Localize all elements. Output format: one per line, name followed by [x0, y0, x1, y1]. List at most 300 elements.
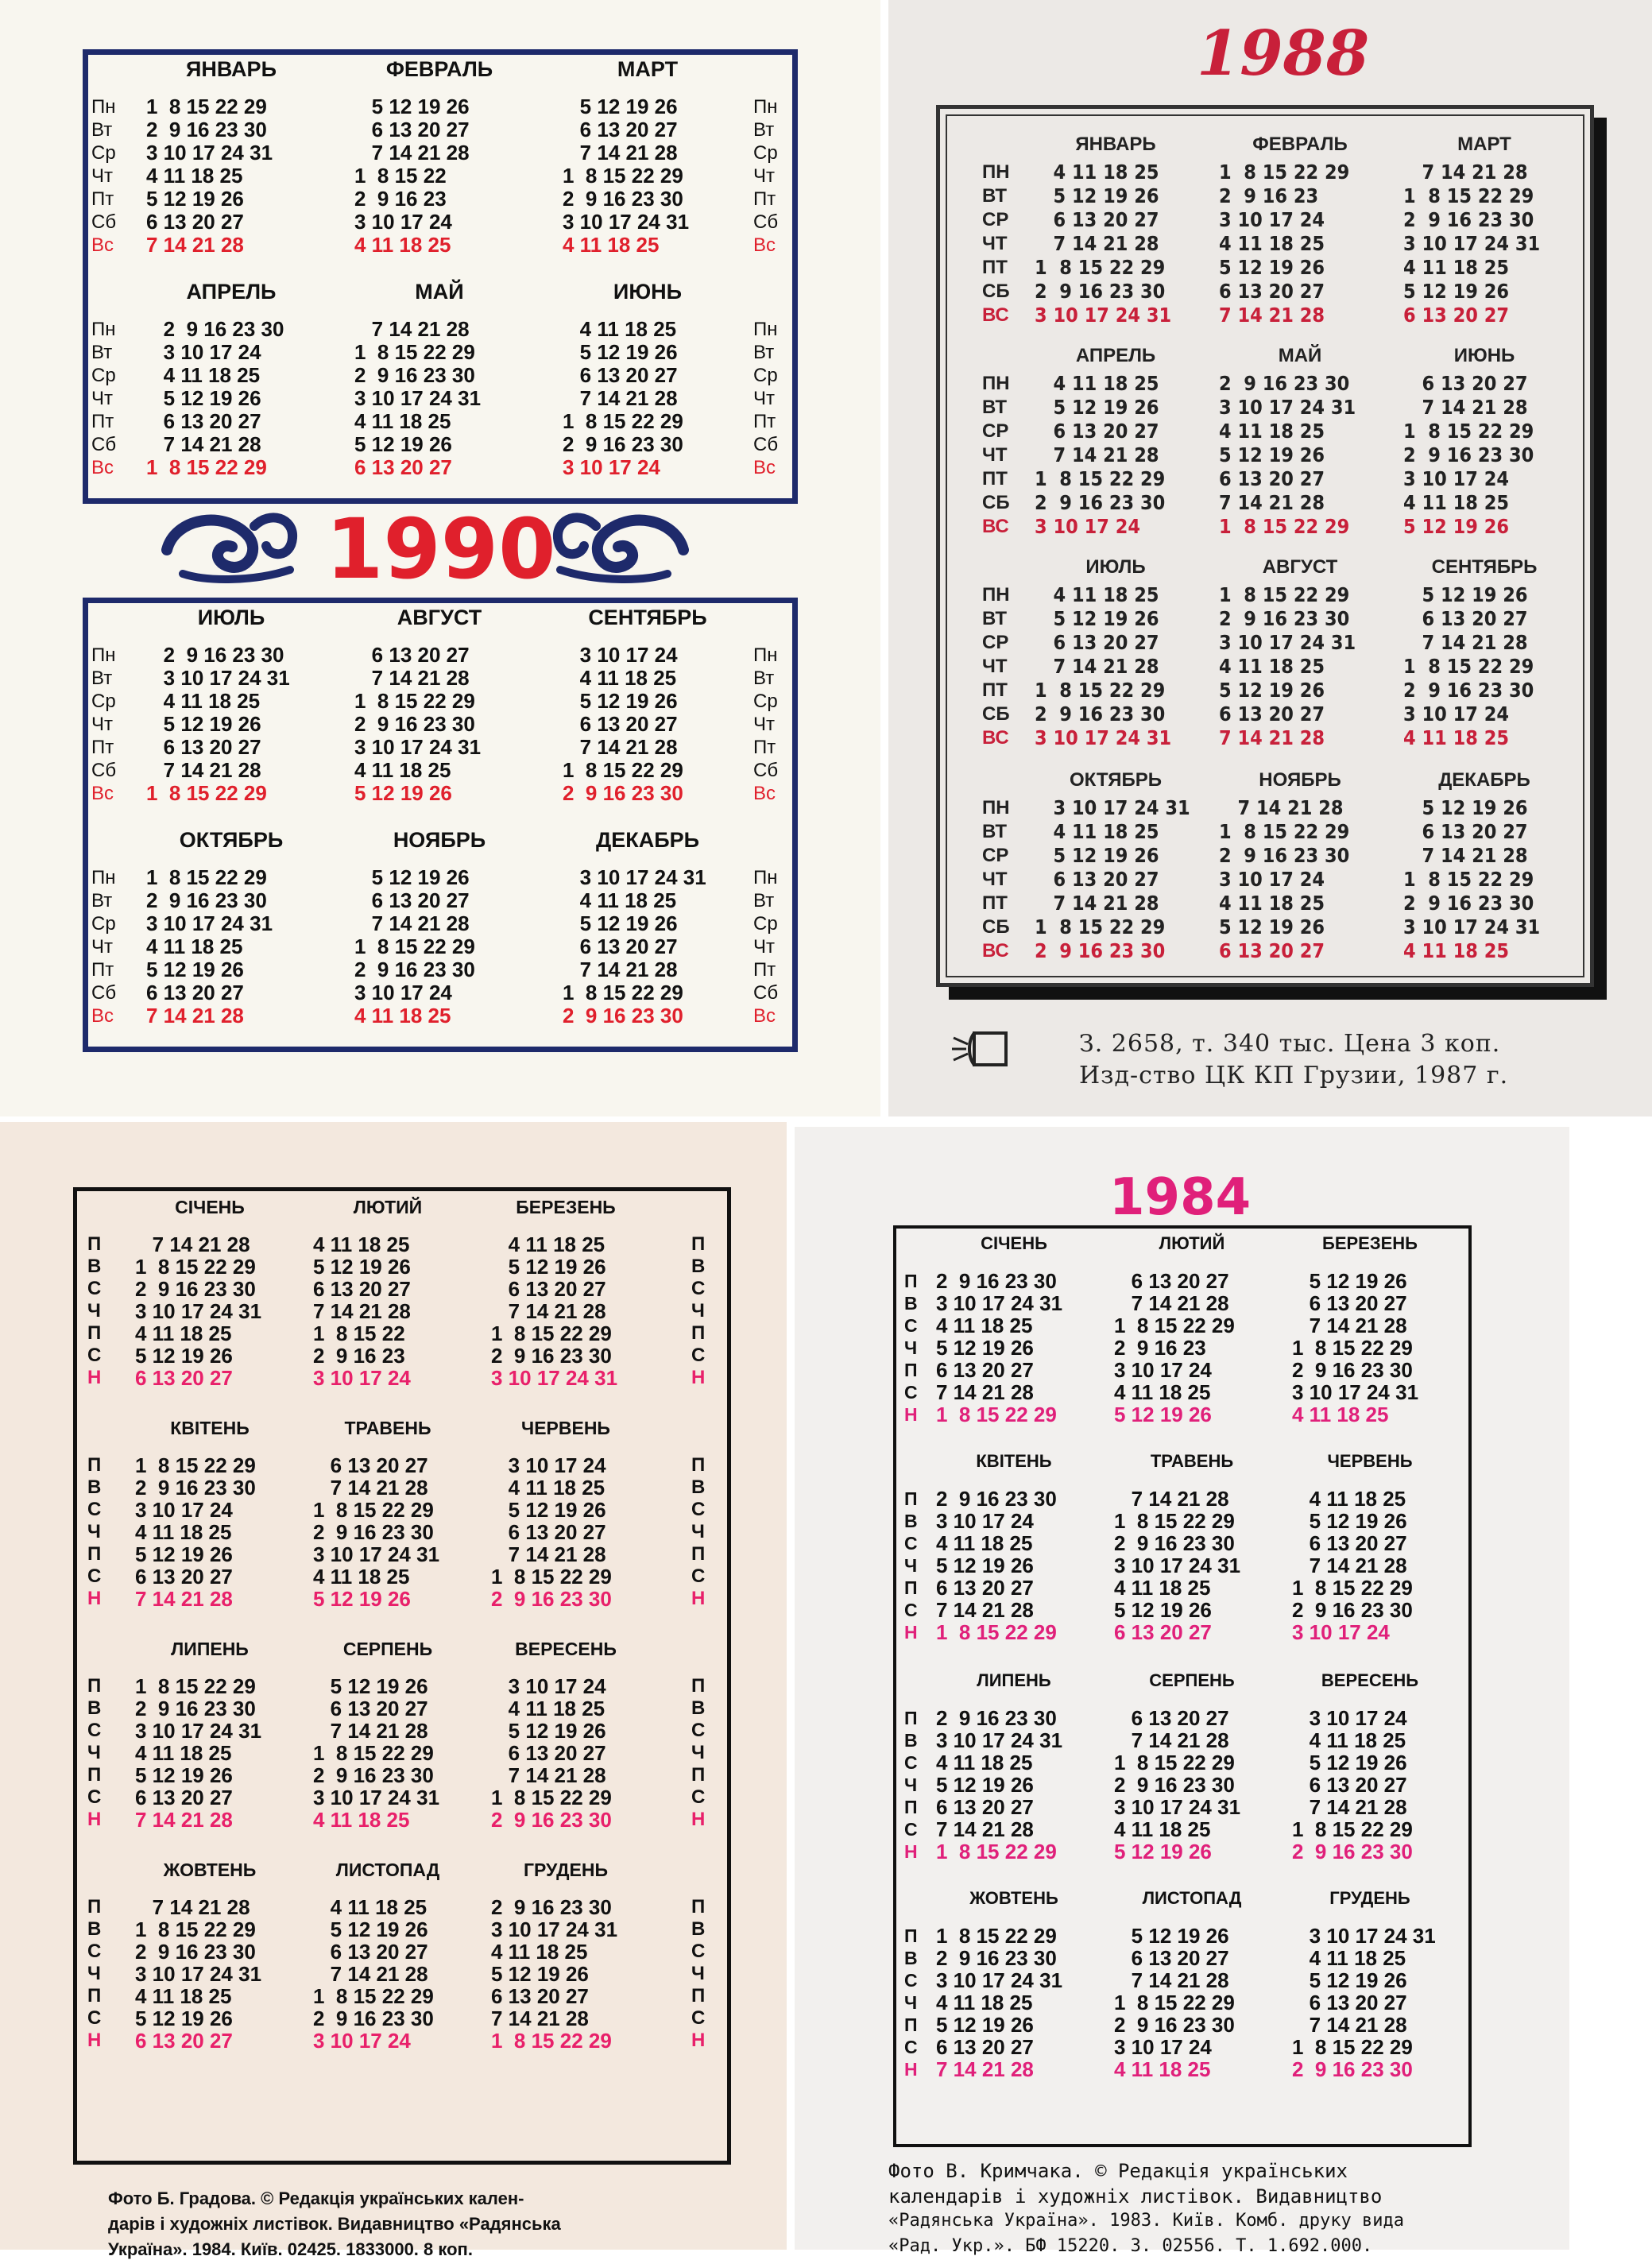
- week-row: 7 14 21 28: [1114, 1291, 1229, 1315]
- week-row: 3 10 17 24 31: [354, 386, 482, 410]
- week-row: 7 14 21 28: [146, 233, 244, 257]
- week-row: 1 8 15 22 29: [1035, 679, 1166, 702]
- weekday-label: С: [691, 1786, 706, 1808]
- week-row: 1 8 15 22 29: [1403, 655, 1534, 678]
- weekday-label: П: [904, 1271, 918, 1291]
- weekday-label: В: [87, 1256, 102, 1277]
- week-row: 5 12 19 26: [1035, 184, 1159, 207]
- week-row: 7 14 21 28: [354, 911, 470, 935]
- weekday-label: В: [904, 1511, 918, 1531]
- week-row: 1 8 15 22: [313, 1322, 405, 1345]
- month-title: СЕРПЕНЬ: [1149, 1670, 1235, 1690]
- weekday-label: Н: [87, 1809, 102, 1830]
- weekday-label: Ср: [753, 913, 778, 935]
- week-row: 2 9 16 23 30: [146, 118, 267, 141]
- week-row: 6 13 20 27: [354, 455, 452, 479]
- month-days: [1219, 372, 1356, 539]
- week-row: 3 10 17 24: [1035, 515, 1141, 538]
- week-row: 5 12 19 26: [313, 1674, 428, 1698]
- weekday-label: Чт: [753, 714, 775, 735]
- weekday-label: Сб: [753, 982, 779, 1004]
- week-row: 7 14 21 28: [354, 141, 470, 164]
- month-title: ЧЕРВЕНЬ: [521, 1418, 610, 1438]
- weekday-label: С: [691, 1499, 706, 1520]
- week-row: 4 11 18 25: [563, 666, 677, 690]
- week-row: 4 11 18 25: [146, 363, 261, 387]
- weekday-label: Ср: [753, 142, 778, 164]
- weekday-label: Вс: [91, 783, 114, 804]
- week-row: 1 8 15 22 29: [936, 1403, 1057, 1426]
- weekday-label: Ср: [91, 913, 116, 935]
- weekday-label: Вт: [91, 342, 113, 363]
- month-title: ОКТЯБРЬ: [1069, 769, 1162, 791]
- week-row: 5 12 19 26: [1114, 1598, 1212, 1622]
- weekday-label: СБ: [982, 703, 1010, 725]
- week-row: 1 8 15 22 29: [1219, 820, 1350, 843]
- weekday-labels: [982, 796, 1010, 963]
- month-title: ИЮЛЬ: [197, 606, 265, 629]
- weekday-label: Ср: [753, 365, 778, 386]
- weekday-label: П: [87, 1233, 102, 1255]
- week-row: 6 13 20 27: [1219, 939, 1325, 962]
- week-row: 7 14 21 28: [1403, 844, 1528, 867]
- weekday-label: Пт: [753, 411, 776, 432]
- week-row: 4 11 18 25: [1219, 232, 1325, 255]
- weekday-label: Вт: [91, 668, 113, 689]
- week-row: 4 11 18 25: [313, 1808, 410, 1832]
- week-row: 5 12 19 26: [936, 1336, 1034, 1360]
- weekday-label: СБ: [982, 916, 1010, 938]
- week-row: 1 8 15 22 29: [1403, 420, 1534, 443]
- weekday-label: Вс: [91, 457, 114, 478]
- month-days: [491, 1896, 617, 2052]
- week-row: 4 11 18 25: [1403, 256, 1510, 279]
- weekday-label: П: [691, 1985, 706, 2007]
- month-days: [313, 1675, 439, 1831]
- month-days: [1219, 161, 1349, 327]
- week-row: 4 11 18 25: [491, 1697, 605, 1720]
- week-row: 5 12 19 26: [135, 1763, 233, 1787]
- week-row: 4 11 18 25: [146, 689, 261, 713]
- weekday-label: ВТ: [982, 397, 1008, 418]
- week-row: 5 12 19 26: [1403, 796, 1528, 819]
- month-days: [563, 644, 683, 805]
- week-row: 5 12 19 26: [1219, 915, 1325, 938]
- week-row: 5 12 19 26: [1403, 280, 1510, 303]
- week-row: 2 9 16 23 30: [1219, 607, 1350, 630]
- week-row: 1 8 15 22 29: [1114, 1991, 1235, 2014]
- week-row: 5 12 19 26: [1114, 1924, 1229, 1948]
- week-row: 5 12 19 26: [354, 865, 470, 889]
- weekday-label: Сб: [91, 434, 117, 455]
- weekday-label: Н: [691, 2030, 706, 2051]
- week-row: 2 9 16 23 30: [1114, 1531, 1235, 1555]
- week-row: 4 11 18 25: [563, 888, 677, 912]
- week-row: 1 8 15 22 29: [146, 95, 267, 118]
- weekday-label: ВС: [982, 727, 1009, 749]
- weekday-label: Пн: [91, 867, 116, 888]
- week-row: 5 12 19 26: [1219, 679, 1325, 702]
- week-row: 2 9 16 23 30: [1403, 679, 1534, 702]
- month-days: [491, 1675, 612, 1831]
- week-row: 2 9 16 23 30: [563, 781, 683, 805]
- week-row: 7 14 21 28: [354, 317, 470, 341]
- week-row: 7 14 21 28: [1219, 304, 1325, 327]
- weekday-label: С: [691, 1345, 706, 1366]
- week-row: 2 9 16 23 30: [1292, 1358, 1413, 1382]
- week-row: 2 9 16 23 30: [1035, 491, 1166, 514]
- week-row: 2 9 16 23 30: [354, 958, 475, 981]
- weekday-label: ПН: [982, 584, 1010, 606]
- imprint-uk-left-line1: Фото Б. Градова. © Редакція українських кален-: [108, 2188, 524, 2208]
- weekday-label: ПН: [982, 373, 1010, 394]
- week-row: 4 11 18 25: [491, 1476, 605, 1500]
- week-row: 1 8 15 22 29: [491, 1565, 612, 1589]
- weekday-label: С: [904, 2037, 918, 2057]
- weekday-label: СР: [982, 420, 1009, 442]
- weekday-label: Вт: [91, 119, 113, 141]
- imprint-uk-left-line3: Україна». 1984. Київ. 02425. 1833000. 8 коп.: [108, 2239, 473, 2259]
- weekday-label: Вс: [753, 783, 776, 804]
- week-row: 7 14 21 28: [1403, 396, 1528, 419]
- weekday-label: П: [904, 1925, 918, 1946]
- month-title: СЕНТЯБРЬ: [1431, 556, 1538, 578]
- month-days: [1219, 796, 1349, 963]
- weekday-label: СБ: [982, 492, 1010, 513]
- week-row: 3 10 17 24 31: [936, 1728, 1063, 1752]
- calendar-card-ukrainian-1985: [0, 1122, 787, 2259]
- week-row: 3 10 17 24 31: [146, 141, 273, 164]
- weekday-label: ПН: [982, 161, 1010, 183]
- weekday-labels: [904, 1488, 918, 1643]
- weekday-label: ВС: [982, 304, 1009, 326]
- weekday-label: В: [691, 1476, 706, 1498]
- week-row: 5 12 19 26: [1114, 1403, 1212, 1426]
- week-row: 7 14 21 28: [563, 958, 678, 981]
- month-days: [936, 1707, 1062, 1863]
- week-row: 2 9 16 23 30: [563, 1004, 683, 1027]
- weekday-label: Ч: [691, 1742, 705, 1763]
- week-row: 1 8 15 22 29: [491, 1322, 612, 1345]
- weekday-label: В: [691, 1918, 706, 1940]
- week-row: 2 9 16 23 30: [1292, 2057, 1413, 2081]
- week-row: 2 9 16 23 30: [354, 363, 475, 387]
- week-row: 6 13 20 27: [563, 712, 678, 736]
- month-days: [1035, 583, 1171, 750]
- week-row: 4 11 18 25: [135, 1322, 232, 1345]
- weekday-labels: [87, 1454, 101, 1610]
- week-row: 2 9 16 23 30: [313, 1763, 434, 1787]
- week-row: 3 10 17 24 31: [1114, 1795, 1241, 1819]
- week-row: 2 9 16 23 30: [491, 1895, 612, 1919]
- week-row: 1 8 15 22 29: [354, 689, 475, 713]
- week-row: 7 14 21 28: [563, 386, 678, 410]
- weekday-label: С: [87, 2007, 102, 2029]
- week-row: 6 13 20 27: [1292, 1531, 1407, 1555]
- month-days: [135, 1675, 261, 1831]
- month-title: МАРТ: [1457, 134, 1511, 155]
- week-row: 6 13 20 27: [1035, 420, 1159, 443]
- weekday-labels: [904, 1270, 918, 1426]
- week-row: 3 10 17 24: [313, 2029, 411, 2053]
- weekday-label: С: [87, 1345, 102, 1366]
- month-title: ВЕРЕСЕНЬ: [1321, 1670, 1419, 1690]
- week-row: 4 11 18 25: [936, 1751, 1033, 1774]
- week-row: 4 11 18 25: [491, 1233, 605, 1256]
- weekday-label: П: [691, 1233, 706, 1255]
- month-days: [1292, 1925, 1436, 2080]
- week-row: 3 10 17 24 31: [146, 666, 290, 690]
- weekday-label: Ср: [91, 691, 116, 712]
- week-row: 5 12 19 26: [1219, 256, 1325, 279]
- weekday-label: Ч: [691, 1963, 705, 1984]
- month-title: ДЕКАБРЬ: [1438, 769, 1530, 791]
- week-row: 1 8 15 22 29: [146, 455, 267, 479]
- week-row: 1 8 15 22 29: [1035, 256, 1166, 279]
- week-row: 3 10 17 24: [563, 643, 678, 667]
- weekday-label: Сб: [91, 760, 117, 781]
- weekday-label: В: [87, 1476, 102, 1498]
- weekday-label: Пт: [753, 959, 776, 981]
- week-row: 1 8 15 22 29: [563, 409, 683, 433]
- week-row: 3 10 17 24: [135, 1498, 233, 1522]
- month-title: ЛИСТОПАД: [335, 1859, 440, 1880]
- weekday-label: Н: [904, 1841, 918, 1862]
- week-row: 3 10 17 24: [313, 1366, 411, 1390]
- month-days: [1114, 1270, 1235, 1426]
- week-row: 6 13 20 27: [563, 118, 678, 141]
- weekday-label: С: [87, 1565, 102, 1587]
- weekday-labels: [753, 866, 778, 1027]
- weekday-label: Пн: [753, 96, 778, 118]
- week-row: 4 11 18 25: [563, 317, 677, 341]
- month-days: [491, 1233, 617, 1389]
- week-row: 3 10 17 24 31: [313, 1786, 440, 1809]
- weekday-label: Н: [87, 2030, 102, 2051]
- week-row: 1 8 15 22 29: [1035, 915, 1166, 938]
- week-row: 3 10 17 24: [936, 1509, 1034, 1533]
- week-row: 7 14 21 28: [936, 1817, 1034, 1841]
- week-row: 1 8 15 22 29: [313, 1498, 434, 1522]
- weekday-label: П: [87, 1454, 102, 1476]
- weekday-label: С: [904, 1533, 918, 1554]
- week-row: 2 9 16 23 30: [1035, 280, 1166, 303]
- week-row: 1 8 15 22 29: [354, 340, 475, 364]
- weekday-label: Ср: [91, 365, 116, 386]
- week-row: 3 10 17 24: [1219, 868, 1325, 891]
- week-row: 3 10 17 24: [354, 981, 452, 1004]
- week-row: 5 12 19 26: [135, 1542, 233, 1566]
- weekday-label: Сб: [753, 760, 779, 781]
- weekday-label: В: [87, 1918, 102, 1940]
- week-row: 7 14 21 28: [936, 1598, 1034, 1622]
- week-row: 7 14 21 28: [1035, 232, 1159, 255]
- week-row: 6 13 20 27: [135, 1366, 233, 1390]
- month-days: [354, 318, 481, 479]
- weekday-label: Н: [87, 1367, 102, 1388]
- month-title: СЕРПЕНЬ: [342, 1639, 433, 1659]
- month-title: БЕРЕЗЕНЬ: [516, 1197, 616, 1217]
- week-row: 7 14 21 28: [135, 1233, 250, 1256]
- week-row: 6 13 20 27: [1035, 631, 1159, 654]
- month-days: [1403, 161, 1540, 327]
- week-row: 7 14 21 28: [146, 1004, 244, 1027]
- folk-ornament-right-icon: [548, 502, 691, 590]
- month-title: АПРЕЛЬ: [186, 280, 277, 304]
- week-row: 5 12 19 26: [1403, 583, 1528, 606]
- week-row: 6 13 20 27: [146, 735, 261, 759]
- weekday-label: В: [87, 1697, 102, 1719]
- weekday-label: С: [87, 1941, 102, 1962]
- weekday-label: П: [87, 1675, 102, 1697]
- week-row: 6 13 20 27: [491, 1520, 606, 1544]
- week-row: 2 9 16 23 30: [563, 432, 683, 456]
- week-row: 4 11 18 25: [936, 1991, 1033, 2014]
- weekday-labels: [87, 1896, 101, 2052]
- weekday-labels: [87, 1675, 101, 1831]
- week-row: 6 13 20 27: [1114, 1946, 1229, 1970]
- month-days: [146, 318, 284, 479]
- weekday-label: ЧТ: [982, 869, 1008, 890]
- weekday-label: П: [87, 1764, 102, 1786]
- month-title: ДЕКАБРЬ: [595, 828, 700, 852]
- weekday-label: Ч: [904, 1337, 918, 1358]
- week-row: 6 13 20 27: [1292, 1991, 1407, 2014]
- week-row: 1 8 15 22 29: [936, 1620, 1057, 1644]
- weekday-label: П: [904, 2014, 918, 2035]
- week-row: 2 9 16 23 30: [936, 1946, 1057, 1970]
- weekday-label: С: [904, 1752, 918, 1773]
- weekday-label: П: [87, 1543, 102, 1565]
- week-row: 4 11 18 25: [1403, 939, 1510, 962]
- week-row: 4 11 18 25: [135, 1984, 232, 2008]
- week-row: 3 10 17 24: [563, 455, 660, 479]
- weekday-label: С: [904, 1970, 918, 1991]
- month-days: [1292, 1707, 1413, 1863]
- month-title: ЧЕРВЕНЬ: [1327, 1451, 1413, 1471]
- week-row: 4 11 18 25: [146, 935, 243, 958]
- week-row: 4 11 18 25: [135, 1520, 232, 1544]
- weekday-label: Н: [904, 2059, 918, 2080]
- weekday-labels: [982, 372, 1010, 539]
- month-days: [1114, 1707, 1240, 1863]
- week-row: 2 9 16 23 30: [936, 1706, 1057, 1730]
- weekday-labels: [91, 318, 116, 479]
- month-title: ЛИСТОПАД: [1142, 1888, 1242, 1908]
- weekday-label: Ч: [904, 1992, 918, 2013]
- week-row: 1 8 15 22 29: [135, 1255, 256, 1279]
- month-title: ЖОВТЕНЬ: [969, 1888, 1058, 1908]
- week-row: 5 12 19 26: [936, 1773, 1034, 1797]
- weekday-label: Чт: [91, 388, 113, 409]
- week-row: 5 12 19 26: [563, 689, 678, 713]
- weekday-label: С: [691, 1278, 706, 1299]
- folk-ornament-left-icon: [159, 502, 302, 590]
- weekday-label: Чт: [753, 936, 775, 958]
- week-row: 3 10 17 24 31: [1403, 915, 1541, 938]
- weekday-label: Пн: [753, 644, 778, 666]
- week-row: 2 9 16 23 30: [491, 1808, 612, 1832]
- month-title: ТРАВЕНЬ: [1150, 1451, 1234, 1471]
- month-days: [135, 1233, 261, 1389]
- weekday-label: С: [87, 1786, 102, 1808]
- week-row: 5 12 19 26: [563, 911, 678, 935]
- week-row: 7 14 21 28: [1219, 726, 1325, 749]
- month-days: [1035, 796, 1190, 963]
- week-row: 2 9 16 23 30: [1035, 702, 1166, 726]
- month-days: [146, 866, 273, 1027]
- weekday-label: С: [87, 1499, 102, 1520]
- month-days: [1292, 1270, 1418, 1426]
- week-row: 2 9 16 23 30: [146, 888, 267, 912]
- weekday-label: ПТ: [982, 892, 1008, 914]
- weekday-label: Пт: [753, 188, 776, 210]
- weekday-label: ПН: [982, 797, 1010, 818]
- weekday-label: П: [691, 1764, 706, 1786]
- weekday-label: ПТ: [982, 468, 1008, 490]
- week-row: 2 9 16 23 30: [146, 643, 284, 667]
- weekday-label: П: [691, 1454, 706, 1476]
- week-row: 4 11 18 25: [563, 233, 660, 257]
- weekday-label: С: [691, 1565, 706, 1587]
- week-row: 5 12 19 26: [1292, 1751, 1407, 1774]
- week-row: 2 9 16 23 30: [146, 317, 284, 341]
- weekday-label: Ч: [87, 1742, 101, 1763]
- month-title: ИЮЛЬ: [1085, 556, 1146, 578]
- weekday-label: ВС: [982, 940, 1009, 962]
- calendar-card-1990: [0, 0, 880, 1116]
- weekday-label: Чт: [753, 165, 775, 187]
- month-days: [1292, 1488, 1413, 1643]
- weekday-label: Пн: [753, 319, 778, 340]
- weekday-label: В: [904, 1730, 918, 1751]
- weekday-label: Ч: [904, 1555, 918, 1576]
- week-row: 7 14 21 28: [313, 1476, 428, 1500]
- week-row: 3 10 17 24: [1114, 1358, 1212, 1382]
- week-row: 7 14 21 28: [1114, 1487, 1229, 1511]
- week-row: 5 12 19 26: [313, 1255, 411, 1279]
- week-row: 4 11 18 25: [313, 1565, 410, 1589]
- weekday-label: СР: [982, 209, 1009, 230]
- weekday-label: Вс: [753, 1005, 776, 1027]
- weekday-label: Пт: [91, 737, 114, 758]
- month-days: [1114, 1488, 1240, 1643]
- month-title: ВЕРЕСЕНЬ: [515, 1639, 617, 1659]
- weekday-label: Пт: [753, 737, 776, 758]
- week-row: 2 9 16 23: [1219, 184, 1319, 207]
- week-row: 4 11 18 25: [1292, 1946, 1406, 1970]
- weekday-label: П: [87, 1896, 102, 1918]
- month-days: [1114, 1925, 1235, 2080]
- week-row: 6 13 20 27: [936, 2035, 1034, 2059]
- weekday-label: ВТ: [982, 185, 1008, 207]
- week-row: 3 10 17 24 31: [1219, 631, 1356, 654]
- week-row: 2 9 16 23 30: [354, 712, 475, 736]
- week-row: 1 8 15 22: [354, 164, 447, 188]
- week-row: 3 10 17 24 31: [1035, 796, 1190, 819]
- weekday-label: П: [904, 1360, 918, 1380]
- month-days: [1403, 796, 1540, 963]
- week-row: 2 9 16 23 30: [1403, 443, 1534, 466]
- week-row: 2 9 16 23 30: [1403, 892, 1534, 915]
- week-row: 3 10 17 24 31: [563, 210, 690, 234]
- weekday-label: Вт: [753, 668, 775, 689]
- week-row: 1 8 15 22 29: [1292, 2035, 1413, 2059]
- month-days: [563, 866, 706, 1027]
- week-row: 2 9 16 23 30: [1403, 208, 1534, 231]
- week-row: 6 13 20 27: [146, 981, 244, 1004]
- week-row: 6 13 20 27: [936, 1358, 1034, 1382]
